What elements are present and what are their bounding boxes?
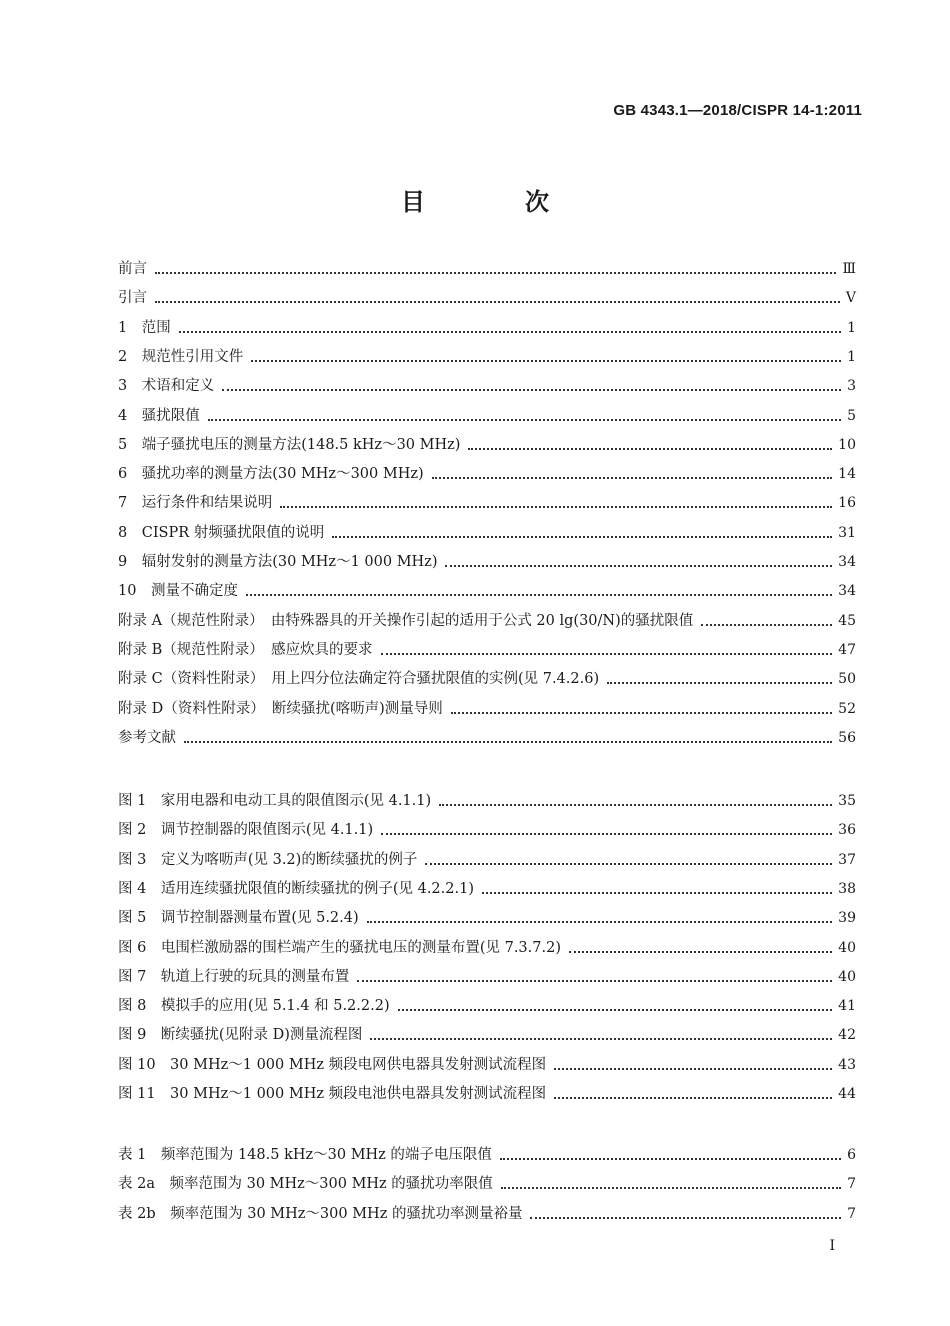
dot-leader: [501, 1185, 841, 1189]
toc-entry[interactable]: [118, 637, 856, 659]
toc-entry[interactable]: [118, 725, 856, 747]
toc-entry-label: 图 1 家用电器和电动工具的限值图示(见 4.1.1): [118, 793, 432, 809]
dot-leader: [357, 978, 832, 982]
toc-entry-label: 附录 A（规范性附录） 由特殊器具的开关操作引起的适用于公式 20 lg(30/N)的骚扰限值: [118, 612, 694, 629]
toc-entry[interactable]: [118, 905, 856, 927]
dot-leader: [381, 831, 832, 835]
dot-leader: [222, 387, 841, 391]
toc-entry[interactable]: [118, 935, 856, 957]
toc-entry-label: 7 运行条件和结果说明: [118, 495, 273, 512]
toc-entry-page: 7: [847, 1176, 856, 1193]
toc-entry-page: 43: [838, 1056, 856, 1073]
toc-entry[interactable]: [118, 403, 856, 425]
toc-entry[interactable]: [118, 876, 856, 898]
page-title: 目 次: [401, 187, 587, 216]
toc-entry-label: 4 骚扰限值: [118, 407, 200, 424]
dot-leader: [370, 1036, 832, 1040]
dot-leader: [569, 949, 832, 953]
toc-entry[interactable]: [118, 315, 856, 337]
toc-entry-page: 7: [847, 1205, 856, 1222]
dot-leader: [451, 710, 832, 714]
toc-entry-label: 参考文献: [118, 729, 176, 746]
dot-leader: [530, 1215, 841, 1219]
toc-entry-page: 1: [847, 319, 856, 336]
toc-entry-page: 5: [847, 407, 856, 424]
toc-entry[interactable]: [118, 285, 856, 307]
dot-leader: [439, 802, 832, 806]
toc-entry-label: 5 端子骚扰电压的测量方法(148.5 kHz～30 MHz): [118, 436, 461, 453]
toc-entry-page: 1: [847, 348, 856, 365]
toc-entry-label: 图 8 模拟手的应用(见 5.1.4 和 5.2.2.2): [118, 998, 390, 1015]
toc-entry-page: 10: [838, 436, 856, 453]
toc-entry[interactable]: [118, 1081, 856, 1103]
toc-entry-page: 45: [838, 612, 856, 629]
dot-leader: [332, 534, 832, 538]
toc-entry-page: 42: [838, 1027, 856, 1044]
dot-leader: [445, 563, 832, 567]
toc-entry-label: 图 2 调节控制器的限值图示(见 4.1.1): [118, 822, 374, 839]
dot-leader: [280, 504, 832, 508]
toc-entry[interactable]: [118, 1201, 856, 1223]
toc-entry-page: 56: [838, 729, 856, 746]
dot-leader: [554, 1095, 832, 1099]
toc-entry-label: 前言: [118, 261, 147, 277]
toc-entry-page: Ⅴ: [845, 290, 856, 307]
toc-entry-label: 图 5 调节控制器测量布置(见 5.2.4): [118, 910, 359, 927]
toc-entry-label: 图 10 30 MHz～1 000 MHz 频段电网供电器具发射测试流程图: [118, 1056, 547, 1073]
toc-entry-label: 表 1 频率范围为 148.5 kHz～30 MHz 的端子电压限值: [118, 1147, 492, 1163]
toc-entry-label: 图 6 电围栏激励器的围栏端产生的骚扰电压的测量布置(见 7.3.7.2): [118, 939, 561, 956]
toc-entry[interactable]: [118, 1052, 856, 1074]
dot-leader: [425, 861, 832, 865]
dot-leader: [367, 919, 833, 923]
toc-entry-page: 41: [838, 998, 856, 1015]
toc-entry-label: 8 CISPR 射频骚扰限值的说明: [118, 524, 325, 541]
dot-leader: [432, 475, 833, 479]
toc-entry-label: 图 3 定义为喀呖声(见 3.2)的断续骚扰的例子: [118, 851, 418, 868]
toc-entry-page: 39: [838, 910, 856, 927]
toc-entry-page: 44: [838, 1086, 856, 1102]
toc-entry-page: 3: [847, 378, 856, 395]
toc-entry[interactable]: [118, 608, 856, 630]
toc-entry[interactable]: [118, 993, 856, 1015]
toc-entry-page: 34: [838, 554, 856, 570]
toc-entry-label: 6 骚扰功率的测量方法(30 MHz～300 MHz): [118, 466, 424, 483]
page-number: I: [829, 1238, 835, 1254]
toc-entry[interactable]: [118, 1142, 856, 1164]
toc-entry-page: 35: [838, 793, 856, 809]
toc-entry[interactable]: [118, 847, 856, 869]
toc-entry-page: 36: [838, 822, 856, 839]
standard-code: GB 4343.1—2018/CISPR 14-1:2011: [613, 102, 862, 119]
toc-entry-label: 表 2a 频率范围为 30 MHz～300 MHz 的骚扰功率限值: [118, 1176, 493, 1193]
toc-entry[interactable]: [118, 344, 856, 366]
dot-leader: [155, 270, 836, 274]
toc-entry[interactable]: [118, 666, 856, 688]
toc-entry[interactable]: [118, 256, 856, 278]
toc-entry-page: 6: [847, 1147, 856, 1163]
dot-leader: [482, 890, 832, 894]
toc-entry-label: 2 规范性引用文件: [118, 348, 244, 365]
toc-entry[interactable]: [118, 817, 856, 839]
toc-entry-page: 40: [838, 939, 856, 956]
dot-leader: [184, 739, 832, 743]
toc-entry[interactable]: [118, 578, 856, 600]
toc-entry-page: 16: [838, 495, 856, 512]
toc-entry-label: 图 11 30 MHz～1 000 MHz 频段电池供电器具发射测试流程图: [118, 1086, 547, 1102]
dot-leader: [179, 329, 841, 333]
toc-entry-label: 附录 D（资料性附录） 断续骚扰(喀呖声)测量导则: [118, 700, 443, 717]
toc-entry-page: 37: [838, 851, 856, 868]
toc-entry[interactable]: [118, 373, 856, 395]
dot-leader: [500, 1156, 841, 1160]
toc-entry[interactable]: [118, 788, 856, 810]
dot-leader: [246, 592, 832, 596]
toc-entry-page: 40: [838, 968, 856, 985]
toc-entry[interactable]: [118, 520, 856, 542]
toc-entry-page: 38: [838, 880, 856, 897]
dot-leader: [251, 358, 841, 362]
toc-entry-label: 图 9 断续骚扰(见附录 D)测量流程图: [118, 1027, 363, 1044]
toc-entry-page: 52: [838, 700, 856, 717]
toc-entry-page: 31: [838, 524, 856, 541]
dot-leader: [208, 417, 841, 421]
toc-entry-page: Ⅲ: [842, 261, 856, 277]
toc-entry-label: 表 2b 频率范围为 30 MHz～300 MHz 的骚扰功率测量裕量: [118, 1205, 523, 1222]
toc-entry-label: 附录 C（资料性附录） 用上四分位法确定符合骚扰限值的实例(见 7.4.2.6): [118, 671, 600, 688]
toc-entry-page: 47: [838, 641, 856, 658]
dot-leader: [155, 299, 840, 303]
dot-leader: [607, 680, 832, 684]
toc-entry[interactable]: [118, 696, 856, 718]
toc-entry-label: 10 测量不确定度: [118, 583, 238, 600]
toc-entry-page: 50: [838, 671, 856, 688]
toc-entry-label: 9 辐射发射的测量方法(30 MHz～1 000 MHz): [118, 554, 438, 570]
dot-leader: [398, 1007, 833, 1011]
dot-leader: [381, 651, 833, 655]
toc-entry[interactable]: [118, 964, 856, 986]
toc-entry-label: 1 范围: [118, 319, 171, 336]
toc-entry[interactable]: [118, 1022, 856, 1044]
toc-entry-page: 14: [838, 466, 856, 483]
toc-entry[interactable]: [118, 432, 856, 454]
toc-entry-label: 引言: [118, 290, 147, 307]
dot-leader: [701, 622, 832, 626]
toc-entry-label: 附录 B（规范性附录） 感应炊具的要求: [118, 641, 373, 658]
toc-entry[interactable]: [118, 490, 856, 512]
toc-entry[interactable]: [118, 1171, 856, 1193]
toc-entry-page: 34: [838, 583, 856, 600]
toc-entry-label: 3 术语和定义: [118, 378, 215, 395]
toc-entry[interactable]: [118, 461, 856, 483]
dot-leader: [468, 446, 832, 450]
toc-entry-label: 图 4 适用连续骚扰限值的断续骚扰的例子(见 4.2.2.1): [118, 880, 474, 897]
toc-entry[interactable]: [118, 549, 856, 571]
dot-leader: [554, 1066, 832, 1070]
toc-entry-label: 图 7 轨道上行驶的玩具的测量布置: [118, 968, 350, 985]
